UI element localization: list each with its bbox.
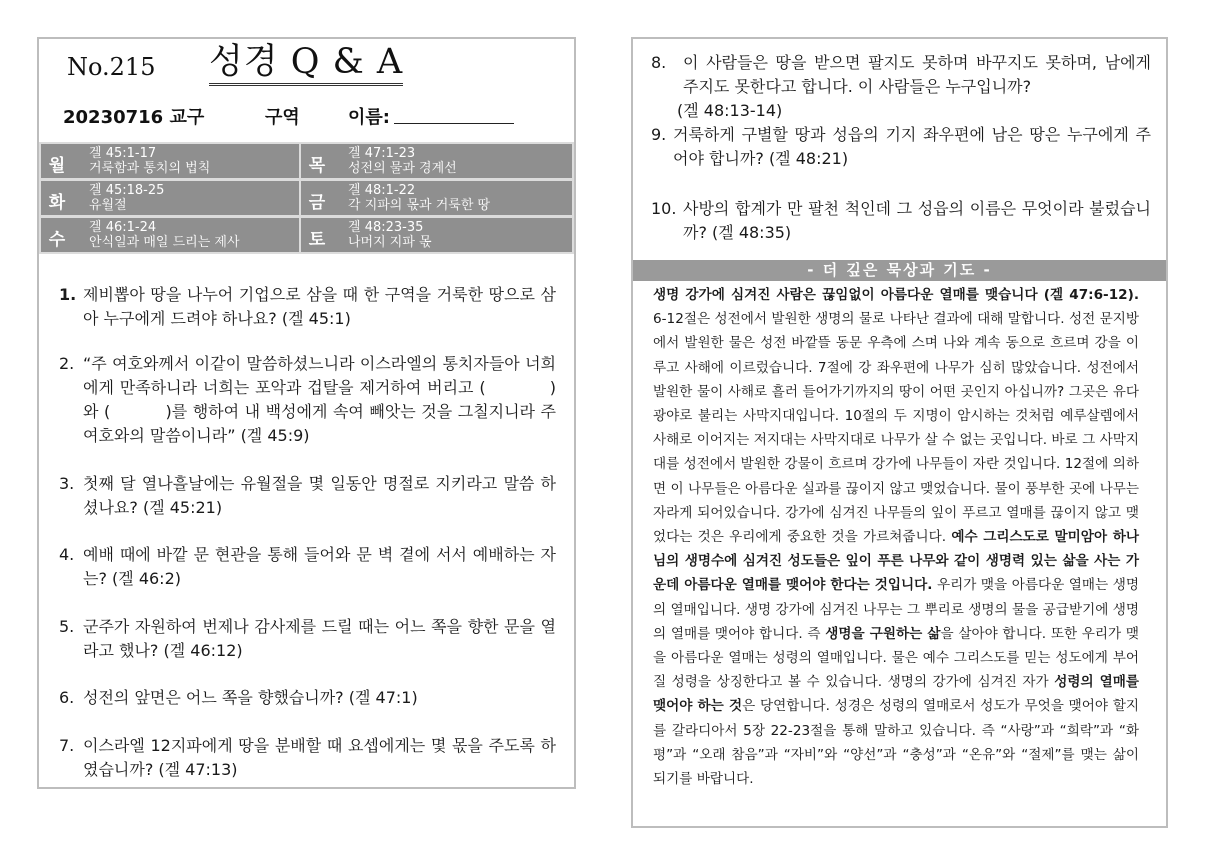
right-worksheet-panel [631,37,1168,828]
page-title: 성경 Q & A [209,41,403,86]
issue-number: No.215 [67,53,156,81]
question-item [59,686,556,710]
schedule-day: 수 [48,230,66,250]
schedule-day: 금 [308,193,326,213]
question-number: 8. [651,53,667,72]
question-text: 성전의 앞면은 어느 쪽을 향했습니까? (겔 47:1) [83,688,418,707]
question-item [59,472,556,520]
meditation-paragraph: 6-12절은 성전에서 발원한 생명의 물로 나타난 결과에 대해 말합니다. 성전 문지방에서 발원한 물은 성전 바깥뜰 동문 우측에 스며 나와 계속 동으로 흐르며 강을 이루고 사해에 이르렀습니다. 7절에 강 좌우편에 나무가 심히 많았습니다. 성전에서 발원한 물이 사해로 흘러 들어가기까지의 땅이 어떤 곳인지 아십니까? 그곳은 유다광야로 불리는 사막지대입니다. 10절의 두 지명이 암시하는 것처럼 예루살렘에서 사해로 이어지는 저지대는 사막지대로 나무가 살 수 없는 곳입니다. 바로 그 사막지대를 성전에서 발원한 강물이 흐르며 강가에 나무들이 자란 것입니다. 12절에 의하면 이 나무들은 아름다운 실과를 끊이지 않고 맺었습니다. 물이 풍부한 곳에 나무는 자라게 되어있습니다. 강가에 심겨진 나무들의 잎이 푸르고 열매를 끊이지 않고 맺었다는 것은 우리에게 중요한 것을 가르쳐줍니다. [653,311,1139,546]
question-item [651,197,1151,245]
schedule-cell [41,218,299,252]
schedule-day: 목 [308,156,326,176]
question-text: 첫째 달 열나흘날에는 유월절을 몇 일동안 명절로 지키라고 말씀 하셨나요? (겔 45:21) [83,474,556,517]
schedule-title: 유월절 [89,198,127,213]
question-reference: (겔 48:13-14) [677,101,783,120]
question-number: 2. [59,354,75,373]
schedule-day: 화 [48,193,66,213]
question-item [651,123,1151,171]
schedule-ref: 겔 45:18-25 [89,183,165,198]
district-label: 구역 [265,107,300,128]
question-item [651,51,1151,123]
schedule-day: 토 [308,230,326,250]
schedule-title: 나머지 지파 몫 [348,235,432,250]
meditation-paragraph: 을 살아야 합니다. 또한 우리가 맺을 아름다운 열매는 성령의 열매입니다. 물은 예수 그리스도를 믿는 성도에게 부어질 성령을 상징한다고 볼 수 있습니다. 생명의 강가에 심겨진 자가 [653,625,1139,691]
question-text: “주 여호와께서 이같이 말씀하셨느니라 이스라엘의 통치자들아 너희에게 만족하니라 너희는 포악과 겁탈을 제거하여 버리고 ( )와 ( )를 행하여 내 백성에게 속여 빼앗는 것을 그칠지니라 주 여호와의 말씀이니라” (겔 45:9) [83,354,562,445]
schedule-ref: 겔 47:1-23 [348,146,416,161]
schedule-cell [41,181,299,215]
left-worksheet-panel [37,37,576,789]
question-item [59,543,556,591]
meditation-emphasis: 생명을 구원하는 삶 [825,625,941,642]
schedule-cell [301,144,572,178]
meditation-emphasis: 성령의 열매를 맺어야 하는 것 [653,674,1139,715]
name-blank-line [394,123,514,124]
schedule-cell [301,218,572,252]
meditation-emphasis: 예수 그리스도로 말미암아 하나님의 생명수에 심겨진 성도들은 잎이 푸른 나무와 같이 생명력 있는 삶을 사는 가운데 아름다운 열매를 맺어야 한다는 것입니다. [653,529,1139,594]
schedule-cell [301,181,572,215]
question-text: 예배 때에 바깥 문 현관을 통해 들어와 문 벽 곁에 서서 예배하는 자는? (겔 46:2) [83,545,556,588]
question-number: 5. [59,617,75,636]
question-text: 이스라엘 12지파에게 땅을 분배할 때 요셉에게는 몇 몫을 주도록 하였습니까? (겔 47:13) [83,736,556,779]
schedule-title: 안식일과 매일 드리는 제사 [89,235,240,250]
date-church-label: 20230716 교구 [63,107,205,128]
question-number: 1. [59,285,77,304]
meditation-text [653,283,1139,791]
schedule-ref: 겔 45:1-17 [89,146,157,161]
reading-schedule [39,142,574,254]
meditation-paragraph: 은 당연합니다. 성경은 성령의 열매로서 성도가 무엇을 맺어야 할지를 갈라디아서 5장 22-23절을 통해 말하고 있습니다. 즉 “사랑”과 “희락”과 “화평”과 “오래 참음”과 “자비”와 “양선”과 “충성”과 “온유”와 “절제”를 맺는 삶이 되기를 바랍니다. [653,698,1139,788]
meditation-banner: - 더 깊은 묵상과 기도 - [633,260,1166,281]
question-item [59,352,562,448]
question-text: 군주가 자원하여 번제나 감사제를 드릴 때는 어느 쪽을 향한 문을 열라고 했나? (겔 46:12) [83,617,556,660]
schedule-ref: 겔 48:1-22 [348,183,416,198]
question-text: 사방의 합계가 만 팔천 척인데 그 성읍의 이름은 무엇이라 불렀습니까? (겔 48:35) [683,199,1151,242]
question-number: 6. [59,688,75,707]
schedule-title: 거룩함과 통치의 법칙 [89,161,211,176]
question-number: 10. [651,199,677,218]
name-label: 이름: [348,107,390,128]
meditation-paragraph: 우리가 맺을 아름다운 열매는 생명의 열매입니다. 생명 강가에 심겨진 나무는 그 뿌리로 생명의 물을 공급받기에 생명의 열매를 맺어야 합니다. 즉 [653,577,1139,642]
schedule-day: 월 [48,156,66,176]
question-text: 이 사람들은 땅을 받으면 팔지도 못하며 바꾸지도 못하며, 남에게 주지도 못한다고 합니다. 이 사람들은 누구입니까? [683,53,1151,96]
schedule-ref: 겔 48:23-35 [348,220,424,235]
schedule-cell [41,144,299,178]
question-number: 9. [651,125,667,144]
question-number: 4. [59,545,75,564]
question-item [59,283,556,331]
schedule-title: 각 지파의 몫과 거룩한 땅 [348,198,491,213]
question-number: 7. [59,736,75,755]
question-text: 거룩하게 구별할 땅과 성읍의 기지 좌우편에 남은 땅은 누구에게 주어야 합니까? (겔 48:21) [673,125,1151,168]
schedule-title: 성전의 물과 경계선 [348,161,457,176]
meditation-heading: 생명 강가에 심겨진 사람은 끊임없이 아름다운 열매를 맺습니다 (겔 47:6-12). [653,287,1139,303]
schedule-ref: 겔 46:1-24 [89,220,157,235]
question-item [59,734,556,782]
question-number: 3. [59,474,75,493]
question-text: 제비뽑아 땅을 나누어 기업으로 삼을 때 한 구역을 거룩한 땅으로 삼아 누구에게 드려야 하나요? (겔 45:1) [83,285,556,328]
question-item [59,615,556,663]
